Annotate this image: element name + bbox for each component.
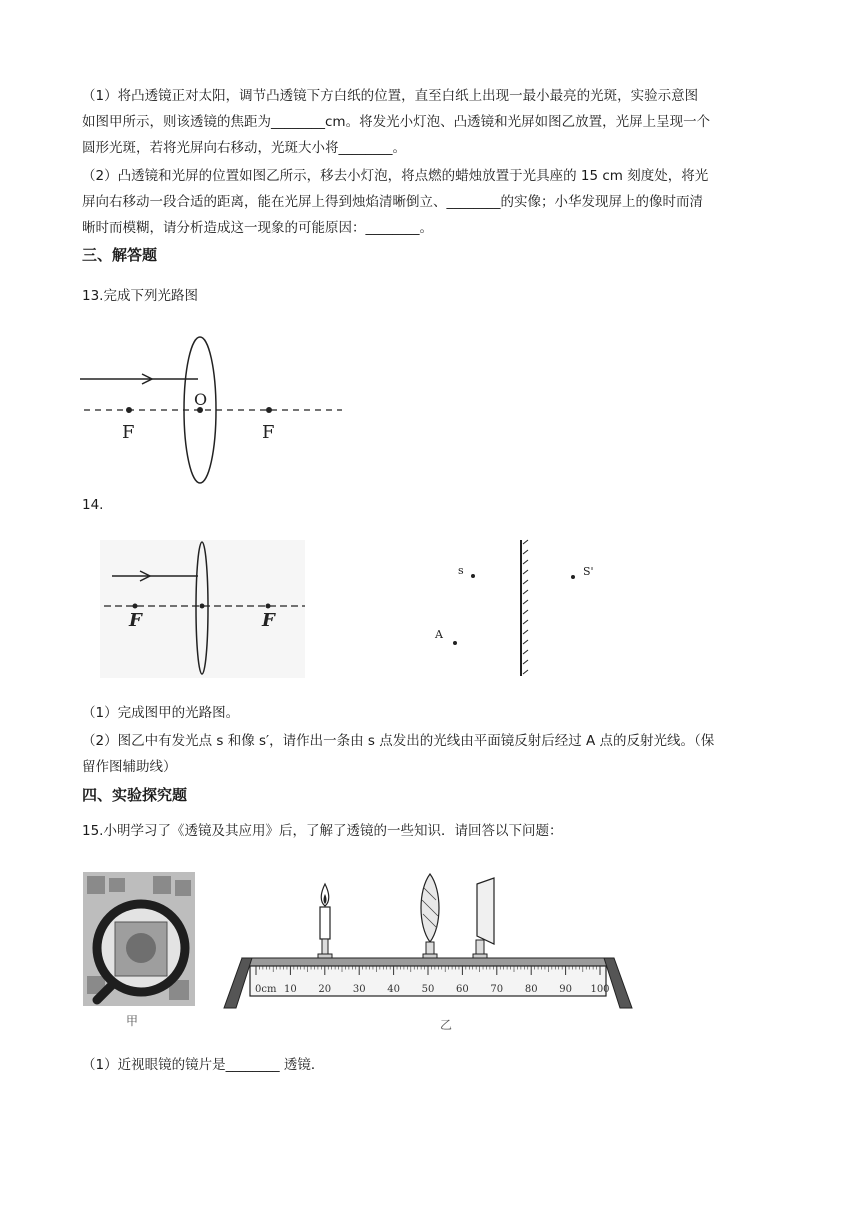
ruler-tick-label: 40 [387,984,400,995]
right-support [604,958,632,1008]
q14-number: 14. [82,497,104,513]
ruler-tick-label: 90 [559,984,572,995]
stamp-emblem [126,933,156,963]
candle [320,884,330,954]
section-heading-experiment: 四、实验探究题 [82,786,188,804]
focal-point-left [133,604,138,609]
point-s-prime [571,575,575,579]
section-heading-answer: 三、解答题 [82,246,158,264]
q13-title: 13.完成下列光路图 [82,288,198,304]
ruler-tick-label: 50 [421,984,435,995]
q13-lens-diagram [80,335,350,485]
q12-part1-line3: 圆形光斑，若将光屏向右移动，光斑大小将________。 [82,140,406,156]
q12-part1-line1: （1）将凸透镜正对太阳，调节凸透镜下方白纸的位置，直至白纸上出现一最小最亮的光斑，实验示意图 [82,88,699,104]
q14-part1: （1）完成图甲的光路图。 [82,705,240,721]
ruler-tick-label: 10 [284,984,297,995]
figure-background [100,540,305,678]
q15-part1: （1）近视眼镜的镜片是________ 透镜． [82,1057,325,1073]
ruler-tick-label: 20 [318,984,332,995]
label-s: s [458,564,464,577]
point-s [471,574,475,578]
label-s-prime: S' [583,565,594,578]
ruler-unit-label: 0cm [255,984,277,995]
label-F-left: F [122,422,135,443]
ruler-tick-label: 100 [590,984,610,995]
q14-part2-line2: 留作图辅助线） [82,759,177,775]
caption-jia: 甲 [126,1014,139,1028]
q15-fig-yi-optical-bench [222,870,637,1010]
q12-part2-line1: （2）凸透镜和光屏的位置如图乙所示，移去小灯泡，将点燃的蜡烛放置于光具座的 15 cm 刻度处，将光 [82,168,709,184]
label-O: O [194,390,208,409]
ruler-tick-label: 80 [524,984,538,995]
label-F-right: F [262,422,275,443]
q15-title: 15.小明学习了《透镜及其应用》后，了解了透镜的一些知识．请回答以下问题： [82,823,563,839]
rail-top [242,958,612,966]
label-F-right: F [262,610,275,631]
q12-part1-line2: 如图甲所示，则该透镜的焦距为________cm。将发光小灯泡、凸透镜和光屏如图乙放置，光屏上呈现一个 [82,114,711,130]
ruler-tick-label: 60 [456,984,469,995]
ruler-tick-label: 30 [352,984,366,995]
focal-point-left [126,407,132,413]
caption-yi: 乙 [440,1018,453,1032]
left-support [224,958,252,1008]
label-F-left: F [129,610,142,631]
q14-fig-yi [420,540,600,680]
q15-fig-jia-magnifier [83,872,198,1008]
focal-point-right [266,604,271,609]
q14-fig-jia [100,540,310,678]
q12-part2-line2: 屏向右移动一段合适的距离，能在光屏上得到烛焰清晰倒立、________的实像；小华发现屏上的像时而清 [82,194,703,210]
point-A [453,641,457,645]
focal-point-right [266,407,272,413]
label-A: A [435,628,443,641]
convex-lens [421,874,439,954]
ruler-tick-label: 70 [490,984,504,995]
q14-part2-line1: （2）图乙中有发光点 s 和像 s′，请作出一条由 s 点发出的光线由平面镜反射后经过 A 点的反射光线。（保 [82,733,715,749]
q12-part2-line3: 晰时而模糊，请分析造成这一现象的可能原因：________。 [82,220,433,236]
light-screen [476,878,494,954]
optical-center [200,604,205,609]
mirror-hatching [523,540,528,674]
